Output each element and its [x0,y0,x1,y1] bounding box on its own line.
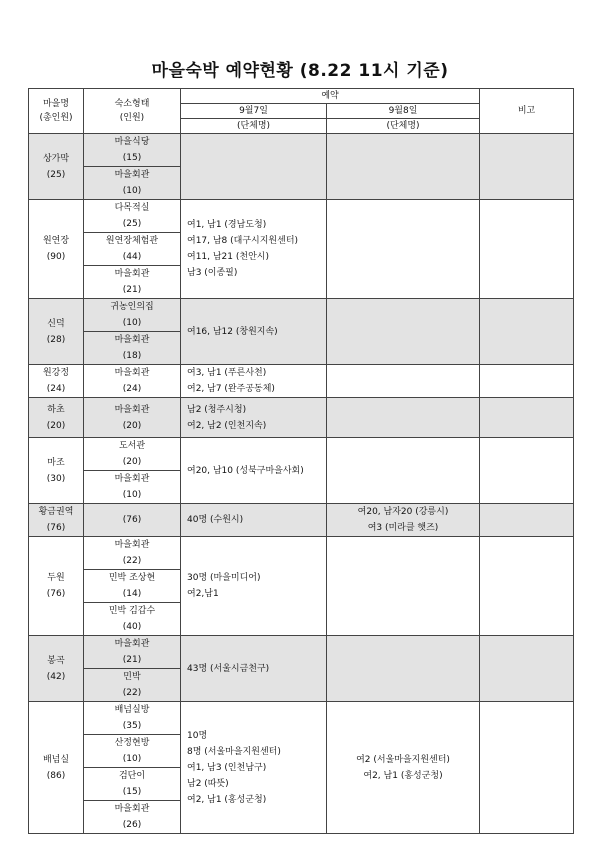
lodging-cell [84,504,181,537]
village-total: (42) [46,671,66,682]
note-cell [480,636,574,702]
lodging-name: 배넘실방 [114,705,150,715]
lodging-header [84,89,181,134]
lodging-name: 마을식당 [114,137,150,147]
lodging-cell [84,669,181,702]
lodging-name: 마을회관 [114,639,150,649]
header-row-1 [29,89,574,104]
day1-header: 9월7일 [181,104,327,119]
reservation-entry: 30명 (마을미디어) [187,573,261,583]
note-cell [480,365,574,398]
reservation-entry: 남2 (따뜻) [187,778,229,789]
lodging-header-count: (인원) [119,113,145,123]
reservation-entry: 여2, 남2 (인천지속) [187,420,267,431]
lodging-name: 마을회관 [114,540,150,550]
reservation-table [28,88,574,834]
lodging-name: 마을회관 [114,335,150,345]
note-cell [480,134,574,200]
lodging-capacity: (24) [122,384,142,394]
day1-reservation-cell [181,438,327,504]
note-cell [480,299,574,365]
village-total: (24) [46,384,66,394]
note-cell [480,702,574,834]
reservation-entry: 여2, 남1 (홍성군청) [187,794,267,805]
lodging-cell [84,167,181,200]
lodging-cell [84,603,181,636]
table-row [29,636,574,669]
lodging-cell [84,801,181,834]
lodging-name: 마을회관 [114,368,150,378]
day2-reservation-cell [327,702,480,834]
lodging-cell [84,438,181,471]
village-name: 봉곡 [47,655,65,666]
lodging-name: 귀농인의집 [110,302,154,312]
lodging-capacity: (22) [122,556,142,566]
reservation-entry: 여3 (미라클 햇즈) [367,523,439,533]
table-row [29,504,574,537]
day1-reservation-cell [181,299,327,365]
lodging-name: 마을회관 [114,804,150,814]
village-cell [29,299,84,365]
reservation-entry: 여20, 남자20 (강릉시) [357,507,449,517]
lodging-capacity: (26) [122,820,142,830]
day2-subheader: (단체명) [327,119,480,134]
lodging-capacity: (20) [122,420,142,431]
lodging-name: 민박 조상현 [108,573,156,583]
lodging-name: 원연장체험관 [105,236,159,246]
lodging-cell [84,365,181,398]
page-title: 마을숙박 예약현황 (8.22 11시 기준) [151,61,449,81]
lodging-capacity: (10) [122,318,142,328]
lodging-cell [84,570,181,603]
lodging-cell [84,200,181,233]
lodging-cell [84,398,181,438]
lodging-capacity: (10) [122,754,142,764]
village-total: (76) [46,523,66,533]
note-header: 비고 [480,89,574,134]
note-cell [480,398,574,438]
village-cell [29,504,84,537]
village-total: (86) [46,770,66,781]
lodging-capacity: (35) [122,721,142,731]
village-header [29,89,84,134]
day2-reservation-cell [327,200,480,299]
village-cell [29,200,84,299]
reservation-entry: 여3, 남1 (푸른사천) [187,368,267,378]
note-cell [480,504,574,537]
lodging-capacity: (40) [122,622,142,632]
day2-reservation-cell [327,636,480,702]
lodging-cell [84,266,181,299]
village-name: 배넘실 [42,754,70,765]
village-header-total: (총인원) [39,113,73,123]
day1-reservation-cell [181,200,327,299]
lodging-capacity: (14) [122,589,142,599]
village-cell [29,134,84,200]
lodging-name: 다목적실 [114,203,150,213]
lodging-capacity: (76) [122,515,142,525]
village-cell [29,398,84,438]
lodging-capacity: (21) [122,655,142,665]
lodging-cell [84,537,181,570]
village-total: (76) [46,589,66,599]
day2-reservation-cell [327,504,480,537]
day1-reservation-cell [181,504,327,537]
note-cell [480,537,574,636]
reservation-entry: 여2 (서울마을지원센터) [356,754,450,765]
reservation-entry: 남2 (청주시청) [187,404,247,415]
lodging-name: 마을회관 [114,170,150,180]
village-total: (20) [46,420,66,431]
village-name: 황금권역 [38,507,74,517]
note-cell [480,438,574,504]
note-cell [480,200,574,299]
day2-reservation-cell [327,134,480,200]
lodging-capacity: (20) [122,457,142,467]
village-cell [29,537,84,636]
lodging-cell [84,471,181,504]
reservation-entry: 여11, 남21 (천안시) [187,252,269,262]
village-cell [29,438,84,504]
day2-reservation-cell [327,365,480,398]
day1-reservation-cell [181,365,327,398]
village-name: 마조 [47,457,65,468]
lodging-cell [84,332,181,365]
village-cell [29,702,84,834]
lodging-name: 마을회관 [114,404,150,415]
lodging-capacity: (15) [122,153,142,163]
village-name: 하초 [47,404,65,415]
day2-reservation-cell [327,438,480,504]
reservation-entry: 여20, 남10 (성북구마을사회) [187,465,304,476]
table-row [29,299,574,332]
lodging-capacity: (21) [122,285,142,295]
lodging-cell [84,134,181,167]
lodging-name: 민박 김갑수 [108,606,156,616]
village-name: 원연장 [42,236,70,246]
reservation-entry: 여1, 남3 (인천남구) [187,762,267,773]
table-row [29,200,574,233]
day1-reservation-cell [181,636,327,702]
lodging-capacity: (25) [122,219,142,229]
lodging-capacity: (44) [122,252,142,262]
village-cell [29,365,84,398]
table-row [29,537,574,570]
lodging-capacity: (10) [122,490,142,500]
reservation-header: 예약 [181,89,480,104]
lodging-capacity: (10) [122,186,142,196]
day1-reservation-cell [181,537,327,636]
day2-reservation-cell [327,299,480,365]
reservation-entry: 여2, 남7 (완주공동체) [187,384,275,394]
day1-subheader: (단체명) [181,119,327,134]
table-row [29,134,574,167]
lodging-capacity: (18) [122,351,142,361]
lodging-cell [84,768,181,801]
lodging-cell [84,233,181,266]
reservation-entry: 40명 (수원시) [187,515,244,525]
lodging-cell [84,702,181,735]
village-name: 두원 [47,573,65,583]
village-name: 신덕 [47,318,65,329]
reservation-entry: 10명 [187,730,208,741]
village-name: 원강정 [42,368,70,378]
village-total: (90) [46,252,66,262]
lodging-name: 마을회관 [114,269,150,279]
village-header-label: 마을명 [42,99,70,109]
table-row [29,398,574,438]
village-name: 상가막 [42,153,70,164]
lodging-name: 민박 [123,672,141,682]
reservation-entry: 43명 (서울시금천구) [187,663,270,674]
day1-reservation-cell [181,134,327,200]
day2-reservation-cell [327,398,480,438]
reservation-entry: 여2, 남1 (홍성군청) [363,770,443,781]
table-row [29,702,574,735]
village-cell [29,636,84,702]
day1-reservation-cell [181,398,327,438]
reservation-entry: 여16, 남12 (창원지속) [187,326,278,337]
lodging-cell [84,299,181,332]
day2-header: 9월8일 [327,104,480,119]
table-row [29,438,574,471]
reservation-entry: 여2,남1 [187,589,219,599]
lodging-header-label: 숙소형태 [114,99,150,109]
reservation-entry: 여1, 남1 (경남도청) [187,220,267,230]
reservation-entry: 여17, 남8 (대구시지원센터) [187,236,299,246]
lodging-cell [84,636,181,669]
village-total: (30) [46,473,66,484]
lodging-capacity: (15) [122,787,142,797]
lodging-name: 도서관 [118,441,146,451]
lodging-name: 마을회관 [114,474,150,484]
day1-reservation-cell [181,702,327,834]
lodging-cell [84,735,181,768]
village-total: (25) [46,169,66,180]
reservation-entry: 8명 (서울마을지원센터) [187,746,281,757]
table-row [29,365,574,398]
lodging-name: 산정현방 [114,738,150,748]
day2-reservation-cell [327,537,480,636]
lodging-capacity: (22) [122,688,142,698]
lodging-name: 검단이 [118,771,146,781]
village-total: (28) [46,334,66,345]
reservation-entry: 남3 (이종필) [187,268,238,278]
